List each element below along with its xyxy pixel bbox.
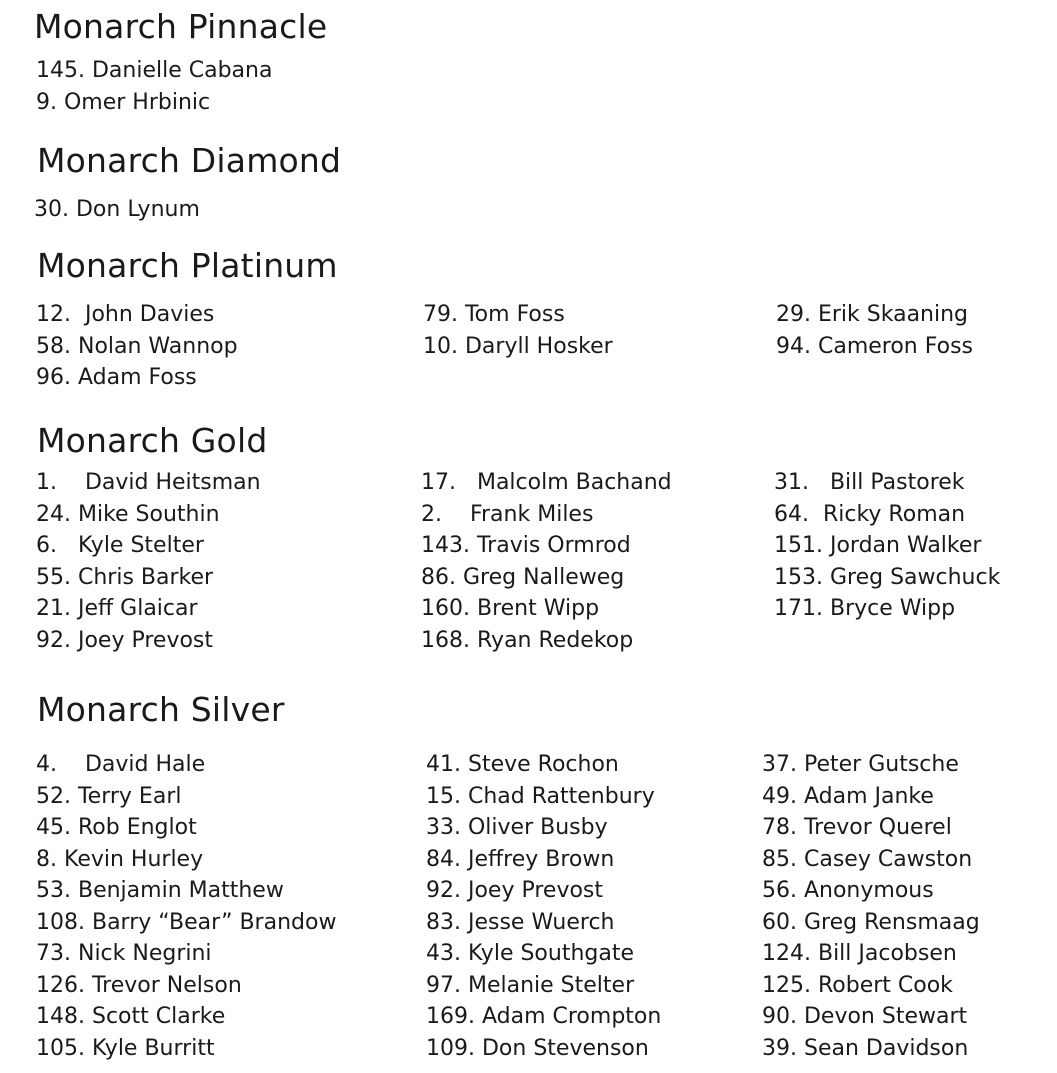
donor-entry: 53. Benjamin Matthew — [36, 878, 284, 903]
donor-list-diamond — [34, 194, 200, 226]
donor-entry: 17. Malcolm Bachand — [421, 470, 672, 495]
donor-entry: 84. Jeffrey Brown — [426, 846, 615, 872]
donor-entry: 43. Kyle Southgate — [426, 941, 635, 966]
donor-list-silver-col2 — [426, 749, 661, 1064]
donor-entry: 83. Jesse Wuerch — [426, 909, 615, 935]
donor-entry: 171. Bryce Wipp — [774, 596, 956, 621]
donor-entry: 2. Frank Miles — [421, 501, 594, 527]
donor-entry: 160. Brent Wipp — [421, 596, 600, 621]
donor-entry: 85. Casey Cawston — [762, 846, 973, 872]
donor-entry: 124. Bill Jacobsen — [762, 941, 957, 966]
donor-entry: 58. Nolan Wannop — [36, 333, 238, 359]
donor-entry: 52. Terry Earl — [36, 783, 182, 809]
section-heading-pinnacle: Monarch Pinnacle — [34, 7, 328, 46]
donor-list-gold-col2 — [421, 467, 672, 656]
donor-list-pinnacle — [36, 55, 272, 118]
donor-entry: 125. Robert Cook — [762, 972, 953, 998]
donor-entry: 49. Adam Janke — [762, 783, 934, 809]
donor-entry: 30. Don Lynum — [34, 197, 200, 222]
donor-entry: 64. Ricky Roman — [774, 501, 966, 527]
donor-list-silver-col3 — [762, 749, 980, 1064]
donor-entry: 29. Erik Skaaning — [776, 302, 969, 327]
donor-entry: 105. Kyle Burritt — [36, 1035, 215, 1061]
section-heading-platinum: Monarch Platinum — [37, 246, 338, 285]
donor-entry: 55. Chris Barker — [36, 564, 214, 590]
donor-entry: 45. Rob Englot — [36, 815, 197, 840]
donor-entry: 73. Nick Negrini — [36, 941, 212, 966]
donor-entry: 56. Anonymous — [762, 878, 934, 903]
donor-entry: 78. Trevor Querel — [762, 815, 952, 840]
section-heading-gold: Monarch Gold — [37, 421, 268, 460]
donor-entry: 33. Oliver Busby — [426, 815, 608, 840]
donor-entry: 6. Kyle Stelter — [36, 533, 204, 558]
donor-list-gold-col1 — [36, 467, 261, 656]
donor-entry: 97. Melanie Stelter — [426, 972, 635, 998]
donor-entry: 9. Omer Hrbinic — [36, 89, 211, 115]
donor-entry: 10. Daryll Hosker — [423, 333, 613, 359]
donor-entry: 86. Greg Nalleweg — [421, 564, 625, 590]
donor-list-platinum-col1 — [36, 299, 238, 394]
donor-entry: 126. Trevor Nelson — [36, 972, 242, 998]
donor-entry: 108. Barry “Bear” Brandow — [36, 909, 337, 935]
donor-entry: 143. Travis Ormrod — [421, 533, 631, 558]
donor-entry: 1. David Heitsman — [36, 470, 261, 495]
donor-list-gold-col3 — [774, 467, 1000, 625]
donor-entry: 109. Don Stevenson — [426, 1035, 649, 1061]
donor-entry: 145. Danielle Cabana — [36, 58, 273, 83]
donor-entry: 151. Jordan Walker — [774, 533, 982, 558]
donor-entry: 39. Sean Davidson — [762, 1035, 969, 1061]
donor-entry: 92. Joey Prevost — [36, 627, 214, 653]
donor-entry: 79. Tom Foss — [423, 302, 565, 327]
donor-entry: 60. Greg Rensmaag — [762, 909, 980, 935]
donor-entry: 8. Kevin Hurley — [36, 846, 204, 872]
donor-entry: 24. Mike Southin — [36, 501, 220, 527]
donor-entry: 41. Steve Rochon — [426, 752, 619, 777]
donor-entry: 31. Bill Pastorek — [774, 470, 965, 495]
donor-entry: 12. John Davies — [36, 302, 215, 327]
donor-entry: 153. Greg Sawchuck — [774, 564, 1001, 590]
donor-entry: 37. Peter Gutsche — [762, 752, 959, 777]
donor-entry: 92. Joey Prevost — [426, 878, 604, 903]
donor-list-silver-col1 — [36, 749, 336, 1064]
donor-list-platinum-col2 — [423, 299, 613, 362]
donor-entry: 90. Devon Stewart — [762, 1004, 968, 1029]
donor-entry: 148. Scott Clarke — [36, 1004, 226, 1029]
donor-entry: 94. Cameron Foss — [776, 333, 974, 359]
section-heading-silver: Monarch Silver — [37, 690, 285, 729]
donor-entry: 4. David Hale — [36, 752, 206, 777]
donor-entry: 169. Adam Crompton — [426, 1004, 662, 1029]
donor-entry: 21. Jeff Glaicar — [36, 596, 198, 621]
donor-entry: 168. Ryan Redekop — [421, 627, 634, 653]
section-heading-diamond: Monarch Diamond — [37, 141, 342, 180]
donor-entry: 15. Chad Rattenbury — [426, 783, 655, 809]
donor-list-platinum-col3 — [776, 299, 973, 362]
donor-entry: 96. Adam Foss — [36, 365, 197, 390]
